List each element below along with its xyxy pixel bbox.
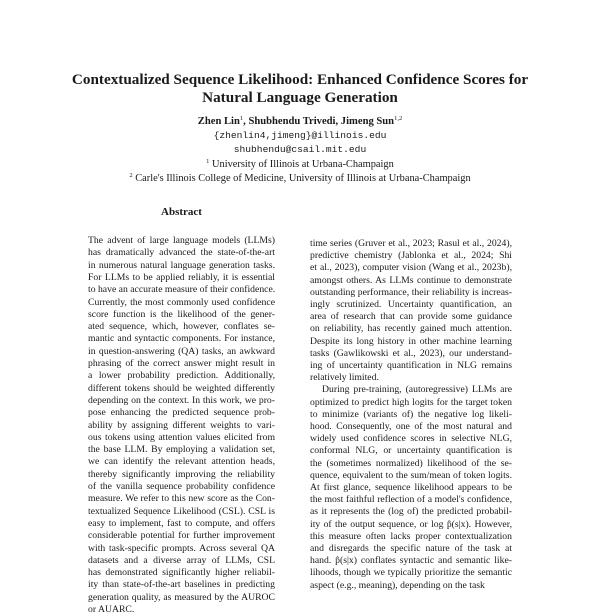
text-line: tasks (Gawlikowski et al., 2023), our understand- [310, 347, 512, 359]
text-line: amongst others. As LLMs continue to demonstrate [310, 274, 512, 286]
affil-text: Carle's Illinois College of Medicine, University of Illinois at Urbana-Champaign [132, 173, 471, 184]
text-line: quence, equivalent to the sum/mean of token logits. [310, 469, 512, 481]
paper-title-line-1: Contextualized Sequence Likelihood: Enhanced Confidence Scores for [71, 71, 529, 88]
text-line: different tokens should be weighted differently [88, 382, 275, 394]
text-line: ity than state-of-the-art baselines in predicting [88, 579, 275, 591]
text-line: the most faithful reflection of a model's confidence, [310, 494, 512, 506]
text-line: area of research that can provide some guidance [310, 311, 512, 323]
text-line: conformal NLG, or uncertainty quantification is [310, 445, 512, 457]
text-line: time series (Gruver et al., 2023; Rasul et al., 2024), [310, 238, 512, 249]
text-line: The advent of large language models (LLMs) [88, 235, 275, 246]
text-line: mantic and syntactic components. For instance, [88, 333, 275, 345]
text-line: the base LLM. By employing a validation set, [88, 444, 275, 456]
author-email-2: shubhendu@csail.mit.edu [233, 144, 367, 155]
text-line: has dramatically advanced the state-of-the-art [88, 247, 275, 259]
text-line: datasets and a diverse array of LLMs, CSL [88, 554, 275, 566]
text-line: depending on the context. In this work, we pro- [88, 394, 275, 406]
author-separator: , [335, 116, 341, 127]
text-line: Despite its long history in other machine learning [310, 335, 512, 347]
text-line: we can identify the relevant attention heads, [88, 456, 275, 468]
text-line: For LLMs to be applied reliably, it is essential [88, 271, 275, 283]
text-line: has demonstrated significantly higher reliabil- [88, 567, 275, 579]
text-line: generation quality, as measured by the AUROC [88, 591, 275, 603]
author-name: Jimeng Sun [340, 116, 395, 127]
text-line: thereby significantly improving the reliability [88, 468, 275, 480]
text-line: ity of the output sequence, or log p̂(s|x). However, [310, 518, 512, 530]
text-line: this measure often lacks proper contextualization [310, 530, 512, 542]
text-line: to minimize (variants of) the negative log likeli- [310, 408, 512, 420]
affil-mark: 1 [206, 158, 210, 165]
text-line: ous tokens using attention values elicited from [88, 431, 275, 443]
text-line: predictive chemistry (Jablonka et al., 2024; Shi [310, 250, 512, 262]
text-line: as it represents the (log of) the predicted probabil- [310, 506, 512, 518]
text-line: in question-answering (QA) tasks, an awkward [88, 345, 275, 357]
text-line: optimized to predict high logits for the target token [310, 396, 512, 408]
affil-mark: 2 [129, 172, 133, 179]
author-name: Shubhendu Trivedi [248, 116, 336, 127]
text-line: During pre-training, (autoregressive) LLMs are [322, 384, 512, 396]
text-line: ingly scrutinized. Uncertainty quantification, an [310, 299, 512, 310]
affiliation-2 [0, 172, 600, 184]
text-line: Currently, the most commonly used confidence [88, 296, 275, 308]
text-line: hood. Consequently, one of the most natural and [310, 421, 512, 432]
author-affil-mark: 1,2 [394, 115, 403, 122]
text-line: ing of uncertainty quantification in NLG remains [310, 360, 512, 371]
text-line: of the vanilla sequence probability confidence [88, 481, 275, 492]
text-line: et al., 2023), computer vision (Wang et al., 2023b), [310, 262, 512, 274]
text-line: considerable potential for further improvement [88, 530, 275, 542]
text-line: and disregards the specific nature of the task at [310, 543, 512, 554]
text-line: phrasing of the correct answer might result in [88, 358, 275, 369]
text-line: easy to implement, fast to compute, and offers [88, 517, 275, 529]
paper-title-line-2: Natural Language Generation [202, 89, 398, 106]
abstract-heading: Abstract [161, 206, 202, 218]
text-line: measure. We refer to this new score as the Con- [88, 493, 275, 505]
author-affil-mark: 1 [239, 115, 244, 122]
text-line: to have an accurate measure of their confidence. [88, 284, 275, 296]
text-line: pose enhancing the predicted sequence prob- [88, 407, 275, 419]
text-line: ated sequence, which, however, conflates se- [88, 321, 275, 333]
author-name: Zhen Lin [197, 116, 240, 127]
text-line: with task-specific prompts. Across several QA [88, 542, 275, 554]
author-list [0, 115, 600, 127]
text-line: the (sometimes normalized) likelihood of the se- [310, 457, 512, 469]
author-separator: , [243, 116, 249, 127]
text-line: outstanding performance, their reliability is increas- [310, 286, 512, 298]
text-line: relatively limited. [310, 372, 379, 384]
text-line: aspect (e.g., meaning), depending on the task [310, 579, 485, 591]
text-line: on reliability, has recently gained much attention. [310, 323, 512, 335]
text-line: score function is the likelihood of the gener- [88, 308, 275, 320]
affiliation-1 [0, 158, 600, 170]
text-line: hand. p̂(s|x) conflates syntactic and semantic like- [310, 555, 512, 567]
text-line: ability by assigning different weights to vari- [88, 419, 275, 431]
affil-text: University of Illinois at Urbana-Champaign [209, 159, 394, 170]
text-line: textualized Sequence Likelihood (CSL). CSL is [88, 505, 275, 517]
text-line: lihoods, though we typically prioritize the semantic [310, 567, 512, 579]
author-email-1: {zhenlin4,jimeng}@illinois.edu [213, 130, 387, 141]
text-line: a lower probability prediction. Additionally, [88, 370, 275, 382]
text-line: or AUARC. [88, 604, 135, 615]
text-line: in numerous natural language generation tasks. [88, 259, 275, 271]
text-line: widely used confidence scores in selective NLG, [310, 433, 512, 445]
text-line: At first glance, sequence likelihood appears to be [310, 482, 512, 493]
